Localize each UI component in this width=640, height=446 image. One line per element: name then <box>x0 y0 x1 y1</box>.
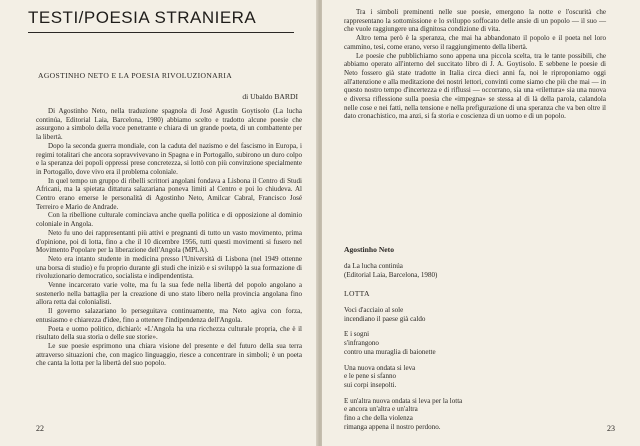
stanza <box>344 306 594 323</box>
article-title: AGOSTINHO NETO E LA POESIA RIVOLUZIONARIA <box>38 71 233 80</box>
paragraph: Le sue poesie esprimono una chiara visione del presente e del futuro della sua terra attraverso situazioni che, con magico linguaggio, riesce a concentrare in simboli; è un poeta che canta la lotta per la libertà del suo popolo. <box>36 341 302 368</box>
source-line: da La lucha continúa <box>344 262 403 270</box>
poem-author: Agostinho Neto <box>344 245 394 254</box>
paragraph: Venne incarcerato varie volte, ma fu la sua fede nella libertà del popolo angolano a sostenerlo nella battaglia per la creazione di uno stato libero nella provincia angolana fino allora retta dai colonialisti. <box>36 281 302 307</box>
source-line: (Editorial Laia, Barcelona, 1980) <box>344 270 438 279</box>
stanza <box>344 330 594 356</box>
paragraph: Tra i simboli preminenti nelle sue poesie, emergono la notte e l'oscurità che rappresentano la sottomissione e lo sviluppo soffocato delle ansie di un popolo — il suo — che vuole raggiungere una dignitosa condizione di vita. <box>344 8 606 34</box>
verse-line: rimanga appena il nostro perdono. <box>344 422 441 431</box>
verse-line: E un'altra nuova ondata si leva per la lotta <box>344 396 463 405</box>
page-number-left: 22 <box>36 424 44 433</box>
verse-line: sui corpi insepolti. <box>344 380 397 389</box>
left-body-text <box>36 107 302 368</box>
paragraph: Poeta e uomo politico, dichiarò: «L'Angola ha una ricchezza culturale propria, che è il risultato della sua storia o delle sue storie». <box>36 324 302 342</box>
paragraph: Neto fu uno dei rappresentanti più attivi e pregnanti di tutto un vasto movimento, prima d'opinione, poi di lotta, fino a che il 10 dicembre 1956, tutti questi movimenti si fusero nel Movimento Popolare per la liberazione dell'Angola (MPLA). <box>36 228 302 255</box>
verse-line: s'infrangono <box>344 339 379 348</box>
paragraph: In quel tempo un gruppo di ribelli scrittori angolani fondava a Lisbona il Centro di Studi Africani, ma la spietata dittatura salazariana poneva limiti al Centro e poi lo chiudeva. Al Centro erano emerse le personalità di Agostinho Neto, Amilcar Cabral, Francisco José Terreiro e Mario de Andrade. <box>36 176 302 211</box>
stanza <box>344 397 594 432</box>
verse-line: e le pene si sfanno <box>344 372 397 381</box>
stanza <box>344 364 594 390</box>
verse-line: incendiano il paese già caldo <box>344 314 426 323</box>
poem-source <box>344 262 437 279</box>
byline: di Ubaldo BARDI <box>242 92 298 101</box>
paragraph: Altro tema però è la speranza, che mai ha abbandonato il popolo e il poeta nel loro cammino, tesi, come erano, verso il raggiungimento della libertà. <box>344 34 606 51</box>
paragraph: Le poesie che pubblichiamo sono appena una piccola scelta, tra le tante possibili, che abbiamo operato all'interno del succitato libro di J. A. Goytisolo. E sebbene le poesie di Neto fossero già state tradotte in Italia circa dieci anni fa, noi le riproponiamo oggi all'attenzione e alla meditazione dei nostri lettori, convinti come siamo che più che mai — in questo nostro tempo d'incertezza e di riflussi — occorrano, sia una «rilettura» sia una nuova e diversa riflessione sulla poesia che «impegna» se stessa al di là della parola, calandola nelle cose e nei fatti, nella tensione e nella prefigurazione di una speranza che va ben oltre il dato cronachistico, ma anzi, si fa storia e coscienza di un uomo e di un popolo. <box>344 51 606 121</box>
right-body-text <box>344 8 606 121</box>
verse-line: Voci d'acciaio al sole <box>344 306 404 314</box>
verse-line: fino a che della violenza <box>344 414 413 423</box>
verse-line: E i sogni <box>344 330 370 339</box>
paragraph: Dopo la seconda guerra mondiale, con la caduta del nazismo e del fascismo in Europa, i regimi totalitari che ancora sopravvivevano in Spagna e in Portogallo, subirono un duro colpo e la speranza dei popoli oppressi prese concretezza, si lottò con più convinzione specialmente in Portogallo, dove vivo era il problema coloniale. <box>36 141 302 176</box>
poem-title: LOTTA <box>344 289 370 298</box>
left-page <box>0 0 318 446</box>
verse-line: contro una muraglia di baionette <box>344 347 436 356</box>
paragraph: Il governo salazariano lo perseguitava continuamente, ma Neto agiva con forza, entusiasmo e chiarezza d'idee, fino a ottenere l'indipendenza dell'Angola. <box>36 307 302 324</box>
poem-body <box>344 306 594 438</box>
paragraph: Neto era intanto studente in medicina presso l'Università di Lisbona (nel 1949 ottenne una borsa di studio) e fu proprio durante gli studi che iniziò e si sviluppò la sua formazione di rivoluzionario democratico, socialista e indipendentista. <box>36 254 302 281</box>
verse-line: Una nuova ondata si leva <box>344 363 416 372</box>
paragraph: Con la ribellione culturale cominciava anche quella politica e di opposizione al dominio coloniale in Angola. <box>36 211 302 229</box>
paragraph: Di Agostinho Neto, nella traduzione spagnola di José Agustín Goytisolo (La lucha continúa, Editorial Laia, Barcelona, 1980) abbiamo scelto e tradotto alcune poesie che assurgono a simbolo della voce penetrante e chiara di un grande poeta, di un combattente per la libertà. <box>36 107 302 142</box>
running-head: TESTI/POESIA STRANIERA <box>28 8 257 27</box>
verse-line: e ancora un'altra e un'altra <box>344 405 418 414</box>
header-rule <box>28 32 294 33</box>
page-number-right: 23 <box>607 424 615 433</box>
